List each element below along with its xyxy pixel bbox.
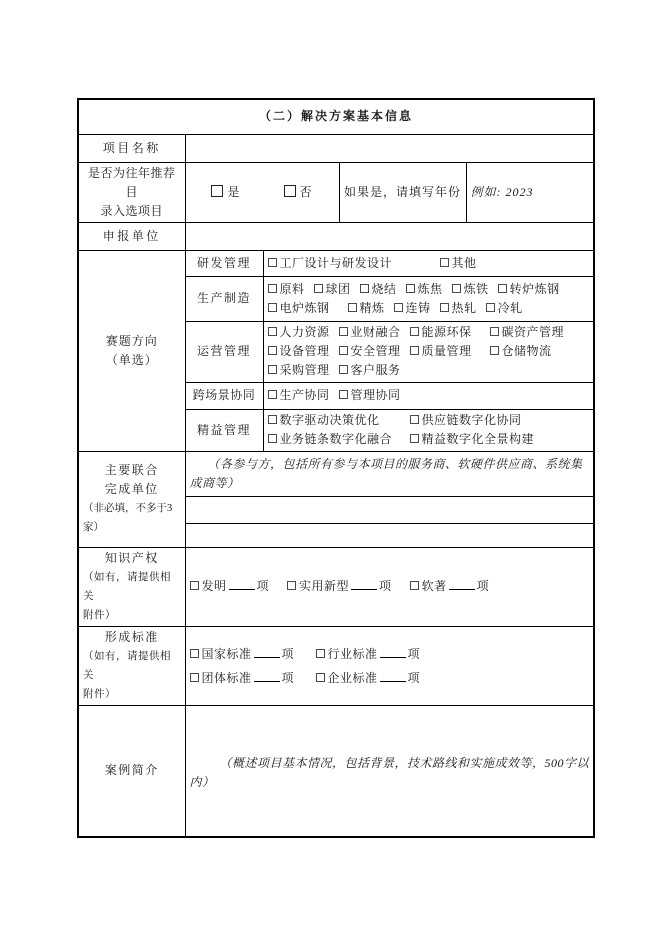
unit-label: 项 [281,646,295,661]
option-label: 数字驱动决策优化 [279,413,380,427]
checkbox-option [287,579,392,593]
category-operations-label: 运营管理 [185,321,263,382]
prior-project-label-line2: 录入选项目 [100,203,163,218]
checkbox-icon[interactable] [394,303,403,312]
ip-label [78,547,185,626]
checkbox-icon[interactable] [440,303,449,312]
option-label: 设备管理 [279,344,330,358]
option-label: 管理协同 [350,388,401,402]
prior-project-yesno-cell [185,162,339,222]
checkbox-icon[interactable] [339,390,348,399]
blank-field[interactable] [254,669,280,682]
checkbox-icon[interactable] [268,284,277,293]
standards-label-line3: 附件） [83,688,116,700]
option-label: 冷轧 [497,300,523,315]
checkbox-option [339,344,401,358]
option-label: 质量管理 [421,344,472,358]
form-title: （二）解决方案基本信息 [78,99,594,134]
checkbox-icon[interactable] [287,581,296,590]
checkbox-option [486,301,523,315]
option-label: 生产协同 [279,388,330,402]
yes-checkbox-option [211,185,240,199]
blank-field[interactable] [380,645,406,658]
rd-options-cell [263,250,594,276]
year-prompt-label: 如果是，请填写年份 [339,162,466,222]
solution-info-form-table [77,98,595,838]
blank-field[interactable] [229,577,255,590]
joint-units-label-line4: 家） [83,522,104,533]
checkbox-icon[interactable] [490,327,499,336]
option-label: 团体标准 [201,670,252,685]
checkbox-icon[interactable] [410,346,419,355]
option-label: 球团 [325,281,351,296]
checkbox-icon[interactable] [268,390,277,399]
option-label: 转炉炼钢 [509,281,560,296]
option-label: 业财融合 [350,325,401,339]
checkbox-icon[interactable] [190,581,199,590]
no-checkbox-icon[interactable] [284,185,296,197]
checkbox-icon[interactable] [440,258,449,267]
option-label: 精益数字化全景构建 [421,432,535,446]
checkbox-option [410,432,535,446]
case-intro-label: 案例简介 [78,705,185,837]
option-label: 采购管理 [279,363,330,377]
checkbox-option [190,579,270,593]
option-label: 发明 [201,579,227,593]
checkbox-icon[interactable] [410,434,419,443]
checkbox-option [490,325,565,339]
checkbox-option [440,301,477,315]
checkbox-option [190,642,316,666]
operations-options-cell [263,321,594,382]
checkbox-option [406,282,443,296]
blank-field[interactable] [254,645,280,658]
option-label: 软著 [421,579,447,593]
standards-label-line2: （如有，请提供相关 [83,650,171,681]
ip-label-line1: 知识产权 [104,550,159,565]
no-checkbox-option [284,185,313,199]
yes-checkbox-icon[interactable] [211,185,223,197]
joint-units-note-cell[interactable] [185,451,594,496]
ip-label-line2: （如有，请提供相关 [83,571,171,602]
checkbox-option [360,282,397,296]
unit-label: 项 [256,579,270,593]
checkbox-option [410,579,490,593]
option-label: 原料 [279,281,305,296]
cross-scene-options-cell [263,382,594,409]
checkbox-option [490,344,552,358]
blank-field[interactable] [380,669,406,682]
unit-label: 项 [379,579,392,593]
option-label: 电炉炼钢 [279,300,330,315]
checkbox-option [268,301,330,315]
option-label: 炼铁 [463,281,489,296]
checkbox-icon[interactable] [268,303,277,312]
joint-units-label-line1: 主要联合 [104,463,159,477]
topic-direction-label-line1: 赛题方向 [105,333,158,348]
checkbox-option [268,430,410,449]
checkbox-icon[interactable] [339,346,348,355]
option-label: 行业标准 [327,646,378,661]
category-rd-label: 研发管理 [185,250,263,276]
checkbox-icon[interactable] [339,365,348,374]
option-label: 客户服务 [350,363,401,377]
checkbox-option [410,344,472,358]
joint-units-label [78,451,185,547]
checkbox-icon[interactable] [314,284,323,293]
checkbox-icon[interactable] [316,649,325,658]
year-example-text[interactable]: 例如: 2023 [466,162,594,222]
unit-label: 项 [476,579,490,593]
checkbox-icon[interactable] [410,581,419,590]
project-name-value-cell[interactable] [185,134,594,162]
checkbox-icon[interactable] [486,303,495,312]
checkbox-option [440,256,477,270]
checkbox-icon[interactable] [268,258,277,267]
yes-label: 是 [227,184,241,199]
checkbox-icon[interactable] [268,327,277,336]
joint-units-note: （各参与方，包括所有参与本项目的服务商、软硬件供应商、系统集成商等） [189,456,583,490]
option-label: 烧结 [371,281,397,296]
joint-units-label-line2: 完成单位 [104,482,159,496]
checkbox-option [268,254,440,273]
option-label: 业务链条数字化融合 [279,432,393,446]
option-label: 工厂设计与研发设计 [279,255,393,270]
checkbox-option [339,325,401,339]
checkbox-icon[interactable] [498,284,507,293]
ip-options-cell [185,547,594,626]
checkbox-icon[interactable] [268,434,277,443]
option-label: 安全管理 [350,344,401,358]
checkbox-option [410,413,522,427]
option-label: 供应链数字化协同 [421,413,522,427]
option-label: 炼焦 [417,281,443,296]
checkbox-option [190,666,316,690]
checkbox-icon[interactable] [410,327,419,336]
case-intro-cell[interactable] [185,705,594,837]
checkbox-option [339,363,401,377]
applicant-label: 申报单位 [78,222,185,250]
joint-unit-row-3[interactable] [185,523,594,547]
category-manufacturing-label: 生产制造 [185,276,263,321]
option-label: 能源环保 [421,325,472,339]
unit-label: 项 [407,670,421,685]
option-label: 人力资源 [279,325,330,339]
standards-options-cell [185,626,594,705]
blank-field[interactable] [351,577,377,590]
category-cross-scene-label: 跨场景协同 [185,382,263,409]
checkbox-icon[interactable] [190,673,199,682]
unit-label: 项 [407,646,421,661]
prior-project-label-line1: 是否为往年推荐目 [87,165,176,199]
checkbox-option [394,301,431,315]
option-label: 仓储物流 [501,344,552,358]
checkbox-icon[interactable] [410,415,419,424]
checkbox-option [452,282,489,296]
lean-options-cell [263,409,594,451]
prior-project-label [78,162,185,222]
checkbox-option [268,282,305,296]
manufacturing-options-cell [263,276,594,321]
checkbox-option [268,388,330,402]
option-label: 实用新型 [299,579,350,593]
project-name-label: 项目名称 [78,134,185,162]
topic-direction-label-line2: （单选） [105,352,158,367]
standards-label [78,626,185,705]
checkbox-option [268,411,410,430]
option-label: 热轧 [451,300,477,315]
checkbox-icon[interactable] [268,365,277,374]
joint-unit-row-2[interactable] [185,496,594,523]
checkbox-icon[interactable] [360,284,369,293]
option-label: 精炼 [359,300,385,315]
checkbox-icon[interactable] [190,649,199,658]
option-label: 连铸 [405,300,431,315]
checkbox-icon[interactable] [348,303,357,312]
option-label: 其他 [451,255,477,270]
no-label: 否 [299,184,313,199]
ip-label-line3: 附件） [83,609,116,621]
standards-label-line1: 形成标准 [104,629,159,644]
checkbox-icon[interactable] [490,346,499,355]
option-label: 碳资产管理 [501,325,565,339]
checkbox-option [339,388,401,402]
checkbox-option [410,325,472,339]
checkbox-option [498,282,560,296]
checkbox-option [268,344,330,358]
checkbox-icon[interactable] [268,346,277,355]
checkbox-option [314,282,351,296]
checkbox-icon[interactable] [316,673,325,682]
category-lean-label: 精益管理 [185,409,263,451]
checkbox-option [268,325,330,339]
checkbox-option [348,301,385,315]
option-label: 国家标准 [201,646,252,661]
applicant-value-cell[interactable] [185,222,594,250]
checkbox-option [268,363,330,377]
case-intro-note: （概述项目基本情况，包括背景，技术路线和实施成效等，500字以内） [189,756,590,790]
unit-label: 项 [281,670,295,685]
checkbox-icon[interactable] [406,284,415,293]
checkbox-icon[interactable] [339,327,348,336]
checkbox-option [316,671,421,685]
option-label: 企业标准 [327,670,378,685]
checkbox-icon[interactable] [452,284,461,293]
checkbox-icon[interactable] [268,415,277,424]
blank-field[interactable] [449,577,475,590]
joint-units-label-line3: （非必填，不多于3 [83,503,173,514]
topic-direction-label [78,250,185,451]
checkbox-option [316,647,421,661]
